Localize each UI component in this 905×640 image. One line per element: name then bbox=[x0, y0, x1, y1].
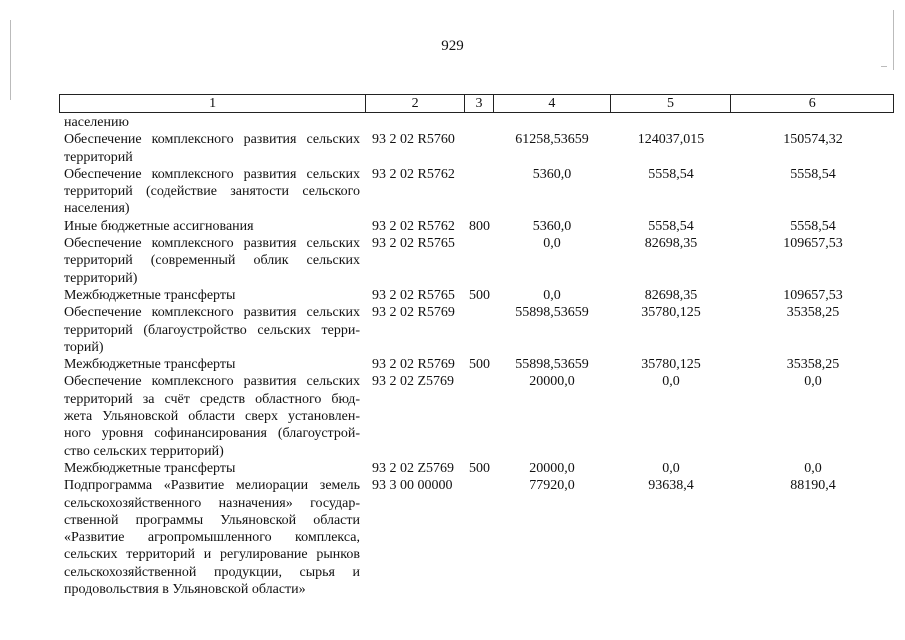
row-name bbox=[64, 356, 360, 373]
row-name-line: Обеспечение комплексного развития сельских bbox=[64, 374, 360, 390]
row-value-col-4: 55898,53659 bbox=[515, 305, 589, 321]
row-name-line: территорий bbox=[64, 149, 133, 165]
row-value-col-5: 35780,125 bbox=[641, 357, 701, 373]
row-value-col-5: 82698,35 bbox=[644, 287, 698, 303]
row-name-line: Межбюджетные трансферты bbox=[64, 287, 236, 303]
row-code: 93 2 02 R5762 bbox=[372, 218, 455, 234]
row-code: 93 2 02 R5762 bbox=[372, 166, 455, 182]
table-row bbox=[0, 460, 905, 477]
table-row bbox=[0, 131, 905, 166]
row-name-line: Обеспечение комплексного развития сельских bbox=[64, 305, 360, 321]
row-name bbox=[64, 114, 360, 131]
row-value-col-4: 0,0 bbox=[543, 236, 561, 252]
row-name-line: Межбюджетные трансферты bbox=[64, 357, 236, 373]
row-name bbox=[64, 287, 360, 304]
row-value-col-4: 55898,53659 bbox=[515, 357, 589, 373]
row-name-line: Иные бюджетные ассигнования bbox=[64, 218, 254, 234]
row-name bbox=[64, 373, 360, 459]
row-name-line: сельскохозяйственного назначения» государ- bbox=[64, 495, 360, 511]
row-name-line: Межбюджетные трансферты bbox=[64, 460, 236, 476]
row-value-col-5: 5558,54 bbox=[648, 218, 694, 234]
row-value-col-6: 109657,53 bbox=[783, 236, 843, 252]
row-name bbox=[64, 235, 360, 287]
row-value-col-6: 150574,32 bbox=[783, 132, 843, 148]
row-name-line: территорий (содействие занятости сельского bbox=[64, 184, 360, 200]
header-col-4: 4 bbox=[494, 95, 611, 112]
row-name-line: «Развитие агропромышленного комплекса, bbox=[64, 530, 360, 546]
scan-edge-mark bbox=[10, 20, 11, 100]
row-code: 93 2 02 Z5769 bbox=[372, 374, 455, 390]
row-name bbox=[64, 477, 360, 598]
row-name-line: жета Ульяновской области сверх установлен- bbox=[64, 409, 360, 425]
row-code: 93 2 02 Z5769 bbox=[372, 460, 455, 476]
row-code: 93 3 00 00000 bbox=[372, 478, 453, 494]
row-value-col-5: 0,0 bbox=[662, 374, 680, 390]
row-value-col-4: 0,0 bbox=[543, 287, 561, 303]
row-value-col-4: 5360,0 bbox=[532, 166, 572, 182]
row-name-line: территорий (благоустройство сельских терри- bbox=[64, 322, 360, 338]
row-code: 93 2 02 R5765 bbox=[372, 236, 455, 252]
scan-edge-mark bbox=[881, 66, 887, 67]
row-value-col-4: 20000,0 bbox=[529, 374, 575, 390]
row-expense-type: 500 bbox=[469, 287, 490, 303]
row-value-col-5: 35780,125 bbox=[641, 305, 701, 321]
row-code: 93 2 02 R5765 bbox=[372, 287, 455, 303]
table-row bbox=[0, 235, 905, 287]
row-name-line: территорий (современный облик сельских bbox=[64, 253, 360, 269]
row-value-col-5: 93638,4 bbox=[648, 478, 694, 494]
row-value-col-5: 0,0 bbox=[662, 460, 680, 476]
row-value-col-5: 82698,35 bbox=[644, 236, 698, 252]
row-value-col-4: 77920,0 bbox=[529, 478, 575, 494]
row-value-col-4: 5360,0 bbox=[532, 218, 572, 234]
header-col-2: 2 bbox=[366, 95, 465, 112]
row-expense-type: 800 bbox=[469, 218, 490, 234]
scan-edge-mark bbox=[893, 10, 894, 70]
row-code: 93 2 02 R5769 bbox=[372, 305, 455, 321]
row-name-line: ственной программы Ульяновской области bbox=[64, 512, 360, 528]
row-value-col-4: 20000,0 bbox=[529, 460, 575, 476]
row-name-line: торий) bbox=[64, 339, 104, 355]
row-name bbox=[64, 218, 360, 235]
header-col-3: 3 bbox=[465, 95, 494, 112]
row-value-col-5: 124037,015 bbox=[637, 132, 705, 148]
row-name-line: Подпрограмма «Развитие мелиорации земель bbox=[64, 478, 360, 494]
header-col-1: 1 bbox=[60, 95, 366, 112]
row-name-line: сельскохозяйственной продукции, сырья и bbox=[64, 564, 360, 580]
row-expense-type: 500 bbox=[469, 357, 490, 373]
table-row bbox=[0, 218, 905, 235]
row-name-line: продовольствия в Ульяновской области» bbox=[64, 582, 306, 598]
row-code: 93 2 02 R5769 bbox=[372, 357, 455, 373]
table-row bbox=[0, 304, 905, 356]
table-row bbox=[0, 373, 905, 459]
row-name-line: сельских территорий и регулирование рынков bbox=[64, 547, 360, 563]
table-row bbox=[0, 287, 905, 304]
row-name-line: Обеспечение комплексного развития сельских bbox=[64, 166, 360, 182]
header-col-6: 6 bbox=[808, 96, 816, 111]
row-name-line: населению bbox=[64, 115, 129, 130]
row-name-line: Обеспечение комплексного развития сельских bbox=[64, 132, 360, 148]
header-col-5: 5 bbox=[611, 95, 732, 112]
row-value-col-4: 61258,53659 bbox=[515, 132, 589, 148]
row-name bbox=[64, 304, 360, 356]
table-row bbox=[0, 477, 905, 598]
table-row bbox=[0, 356, 905, 373]
row-name bbox=[64, 131, 360, 166]
row-name-line: населения) bbox=[64, 201, 130, 217]
page-number: 929 bbox=[441, 38, 464, 54]
row-value-col-6: 5558,54 bbox=[790, 166, 836, 182]
row-name-line: Обеспечение комплексного развития сельских bbox=[64, 236, 360, 252]
row-value-col-6: 35358,25 bbox=[786, 357, 840, 373]
row-name bbox=[64, 460, 360, 477]
row-name-line: территорий) bbox=[64, 270, 138, 286]
row-name-line: ного уровня софинансирования (благоустрой- bbox=[64, 426, 360, 442]
row-name bbox=[64, 166, 360, 218]
row-value-col-5: 5558,54 bbox=[648, 166, 694, 182]
row-value-col-6: 88190,4 bbox=[790, 478, 836, 494]
row-name-line: ство сельских территорий) bbox=[64, 443, 224, 459]
table-header-row bbox=[59, 94, 894, 113]
row-value-col-6: 109657,53 bbox=[783, 287, 843, 303]
table-row bbox=[0, 166, 905, 218]
row-expense-type: 500 bbox=[469, 460, 490, 476]
row-name-line: территорий за счёт средств областного бюд- bbox=[64, 391, 360, 407]
row-value-col-6: 5558,54 bbox=[790, 218, 836, 234]
row-value-col-6: 35358,25 bbox=[786, 305, 840, 321]
row-code: 93 2 02 R5760 bbox=[372, 132, 455, 148]
row-value-col-6: 0,0 bbox=[804, 460, 822, 476]
table-row bbox=[0, 114, 905, 131]
table-body bbox=[0, 114, 905, 598]
row-value-col-6: 0,0 bbox=[804, 374, 822, 390]
